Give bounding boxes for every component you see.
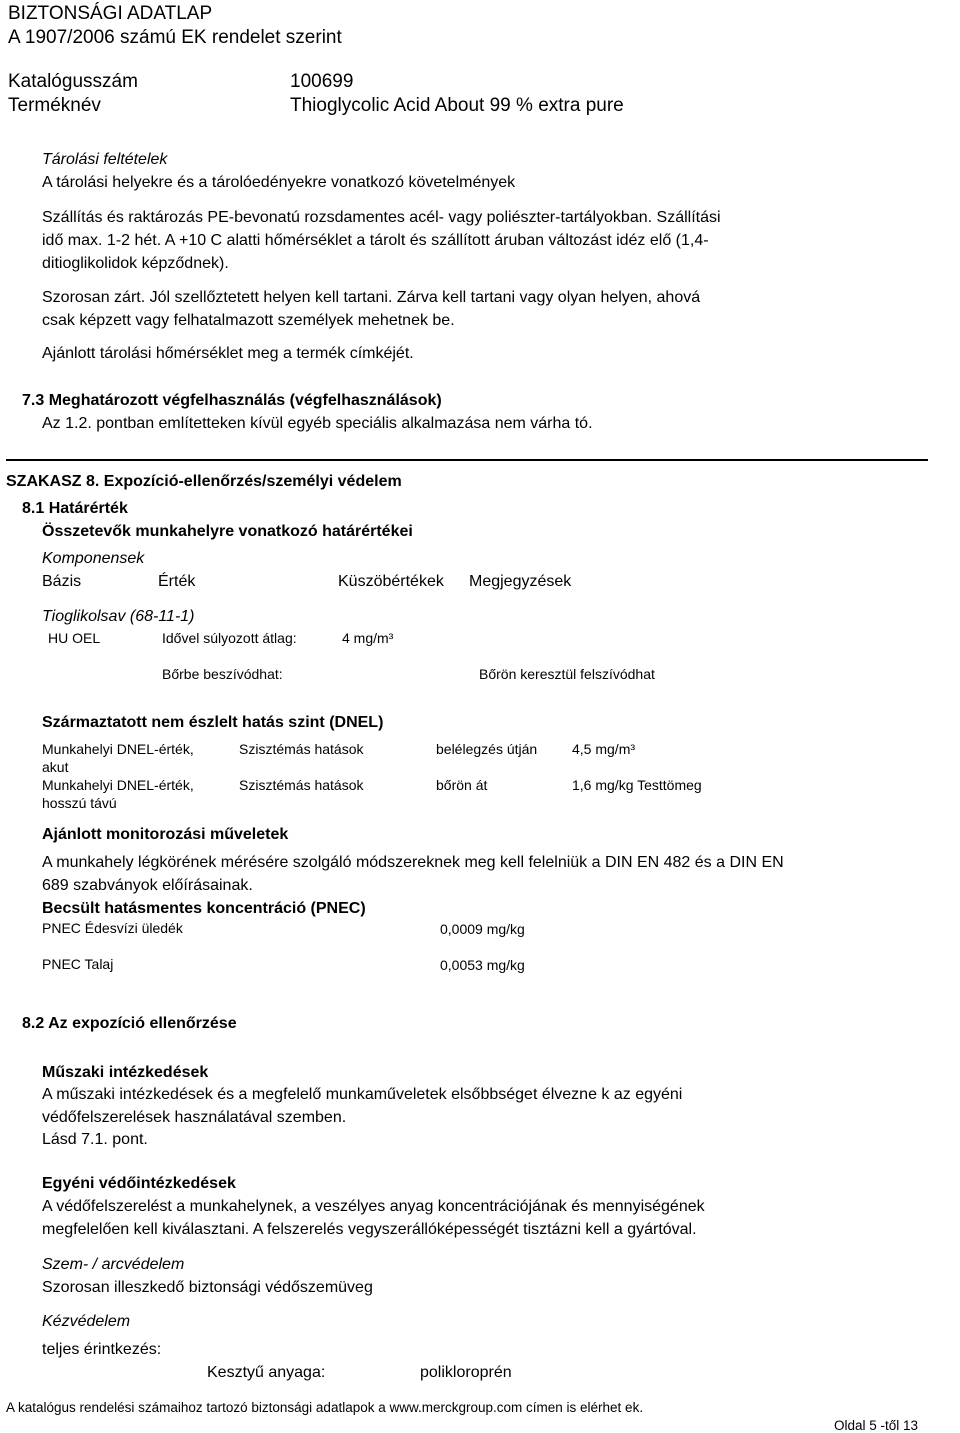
glove-material-value: polikloroprén <box>420 1364 512 1381</box>
personal-measures-line: A védőfelszerelést a munkahelynek, a veszélyes anyag koncentrációjának és mennyiségének <box>42 1198 705 1215</box>
personal-measures-line: megfelelően kell kiválasztani. A felszerelés vegyszerállóképességét tisztázni kell a gyártóval. <box>42 1221 697 1238</box>
dnel-value: 1,6 mg/kg Testtömeg <box>572 777 702 793</box>
column-threshold: Küszöbértékek <box>338 573 444 590</box>
technical-measures-line: A műszaki intézkedések és a megfelelő munkaműveletek elsőbbséget élvezne k az egyéni <box>42 1086 683 1103</box>
storage-conditions-heading: Tárolási feltételek <box>42 151 168 168</box>
regulation-subtitle: A 1907/2006 számú EK rendelet szerint <box>8 27 342 48</box>
storage-paragraph-line: ditioglikolidok képződnek). <box>42 255 229 272</box>
technical-measures-line: védőfelszerelések használatával szemben. <box>42 1109 347 1126</box>
pnec-value: 0,0053 mg/kg <box>440 957 525 973</box>
storage-temperature-note: Ajánlott tárolási hőmérséklet meg a termék címkéjét. <box>42 345 414 362</box>
pnec-heading: Becsült hatásmentes koncentráció (PNEC) <box>42 900 366 917</box>
dnel-name: akut <box>42 759 69 775</box>
section-divider <box>6 459 928 461</box>
pnec-label: PNEC Édesvízi üledék <box>42 920 183 936</box>
dnel-name: hosszú távú <box>42 795 117 811</box>
document-title: BIZTONSÁGI ADATLAP <box>8 3 213 24</box>
monitoring-heading: Ajánlott monitorozási műveletek <box>42 826 289 843</box>
storage-paragraph-line: Szorosan zárt. Jól szellőztetett helyen kell tartani. Zárva kell tartani vagy olyan helyen, ahová <box>42 289 701 306</box>
skin-absorption-label: Bőrbe beszívódhat: <box>162 666 283 682</box>
components-label: Komponensek <box>42 550 145 567</box>
monitoring-text-line: 689 szabványok előírásainak. <box>42 877 253 894</box>
dnel-name: Munkahelyi DNEL-érték, <box>42 741 194 757</box>
page-number: Oldal 5 -től 13 <box>834 1418 919 1433</box>
column-notes: Megjegyzések <box>469 573 572 590</box>
catalog-number-value: 100699 <box>290 71 354 92</box>
storage-paragraph-line: csak képzett vagy felhatalmazott személyek mehetnek be. <box>42 312 455 329</box>
dnel-heading: Származtatott nem észlelt hatás szint (DNEL) <box>42 714 384 731</box>
catalog-number-label: Katalógusszám <box>8 71 138 92</box>
hand-protection-heading: Kézvédelem <box>42 1313 131 1330</box>
section-8-2-heading: 8.2 Az expozíció ellenőrzése <box>22 1015 237 1032</box>
full-contact-label: teljes érintkezés: <box>42 1341 162 1358</box>
product-name-label: Terméknév <box>8 95 101 116</box>
dnel-name: Munkahelyi DNEL-érték, <box>42 777 194 793</box>
limit-basis: HU OEL <box>48 630 101 646</box>
dnel-route: belélegzés útján <box>436 741 538 757</box>
section-7-3-text: Az 1.2. pontban említetteken kívül egyéb speciális alkalmazása nem várha tó. <box>42 415 593 432</box>
section-8-heading: SZAKASZ 8. Expozíció-ellenőrzés/személyi védelem <box>6 473 402 490</box>
limits-heading: Összetevők munkahelyre vonatkozó határértékei <box>42 523 413 540</box>
monitoring-text-line: A munkahely légkörének mérésére szolgáló módszereknek meg kell felelniük a DIN EN 482 és a DIN EN <box>42 854 784 871</box>
glove-material-label: Kesztyű anyaga: <box>207 1364 326 1381</box>
dnel-value: 4,5 mg/m³ <box>572 741 636 757</box>
storage-paragraph-line: Szállítás és raktározás PE-bevonatú rozsdamentes acél- vagy poliészter-tartályokban. Szállítási <box>42 209 721 226</box>
limit-threshold: 4 mg/m³ <box>342 630 394 646</box>
section-8-1-heading: 8.1 Határérték <box>22 500 128 517</box>
limit-value-type: Idővel súlyozott átlag: <box>162 630 297 646</box>
technical-measures-heading: Műszaki intézkedések <box>42 1064 209 1081</box>
pnec-label: PNEC Talaj <box>42 956 114 972</box>
storage-requirements: A tárolási helyekre és a tárolóedényekre vonatkozó követelmények <box>42 174 516 191</box>
eye-protection-heading: Szem- / arcvédelem <box>42 1256 185 1273</box>
dnel-route: bőrön át <box>436 777 488 793</box>
footer-note: A katalógus rendelési számaihoz tartozó biztonsági adatlapok a www.merckgroup.com címen is elérhet ek. <box>6 1400 644 1415</box>
substance-name: Tioglikolsav (68-11-1) <box>42 608 195 625</box>
dnel-effect: Szisztémás hatások <box>239 741 364 757</box>
dnel-effect: Szisztémás hatások <box>239 777 364 793</box>
technical-measures-line: Lásd 7.1. pont. <box>42 1131 148 1148</box>
product-name-value: Thioglycolic Acid About 99 % extra pure <box>290 95 624 116</box>
skin-absorption-note: Bőrön keresztül felszívódhat <box>479 666 655 682</box>
pnec-value: 0,0009 mg/kg <box>440 921 525 937</box>
eye-protection-text: Szorosan illeszkedő biztonsági védőszemüveg <box>42 1279 373 1296</box>
column-basis: Bázis <box>42 573 82 590</box>
personal-measures-heading: Egyéni védőintézkedések <box>42 1175 236 1192</box>
storage-paragraph-line: idő max. 1-2 hét. A +10 C alatti hőmérséklet a tárolt és szállított áruban változást idéz elő (1,4- <box>42 232 709 249</box>
column-value: Érték <box>158 573 196 590</box>
section-7-3-heading: 7.3 Meghatározott végfelhasználás (végfelhasználások) <box>22 392 442 409</box>
